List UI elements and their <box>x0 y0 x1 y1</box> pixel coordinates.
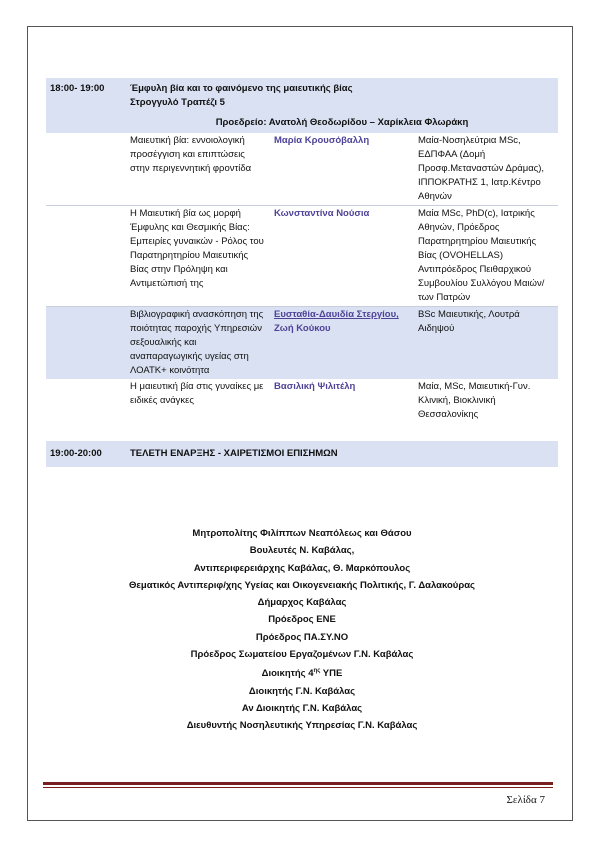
dignitary-line: Θεματικός Αντιπεριφ/χης Υγείας και Οικογενειακής Πολιτικής, Γ. Δαλακούρας <box>128 579 475 591</box>
talk-topic: Η Μαιευτική βία ως μορφή Έμφυλης και Θεσμικής Βίας: Εμπειρίες γυναικών - Ρόλος του Παρατηρητηρίου Μαιευτικής Βίας στην Πρόληψη και Αντιμετώπισή της <box>126 206 270 307</box>
dignitary-line: Πρόεδρος ΕΝΕ <box>268 614 336 626</box>
dignitary-line: Πρόεδρος ΠΑ.ΣΥ.ΝΟ <box>255 631 349 643</box>
session-header-row <box>46 78 558 113</box>
footer-rule <box>43 782 553 785</box>
dignitary-line: Αντιπεριφερειάρχης Καβάλας, Θ. Μαρκόπουλος <box>193 562 411 574</box>
opening-ceremony-row <box>46 441 558 467</box>
dignitary-line: Μητροπολίτης Φιλίππων Νεαπόλεως και Θάσου <box>192 528 412 539</box>
talk-speaker: Κωνσταντίνα Νούσια <box>270 206 414 307</box>
talk-row <box>46 379 558 423</box>
dignitary-line: Αν Διοικητής Γ.Ν. Καβάλας <box>241 703 363 715</box>
session-subtitle: Στρογγυλό Τραπέζι 5 <box>130 97 225 108</box>
session-chairs-row <box>46 113 558 133</box>
session-title-cell <box>126 78 558 113</box>
dignitaries-list <box>46 525 558 735</box>
speaker-link[interactable]: Ευσταθία-Δαυιδία Στεργίου, <box>274 309 399 320</box>
dignitary-line: Πρόεδρος Σωματείου Εργαζομένων Γ.Ν. Καβάλας <box>190 649 414 661</box>
dignitary-line: Βουλευτές Ν. Καβάλας, <box>249 545 355 557</box>
dignitary-line: Δήμαρχος Καβάλας <box>257 597 347 609</box>
talk-speaker: Βασιλική Ψιλιτέλη <box>274 381 356 392</box>
talk-row <box>46 307 558 380</box>
talk-topic: Η μαιευτική βία στις γυναίκες με ειδικές ανάγκες <box>130 381 264 406</box>
session-chairs: Προεδρείο: Ανατολή Θεοδωρίδου – Χαρίκλεια Φλωράκη <box>126 113 558 133</box>
dignitary-line: Διευθυντής Νοσηλευτικής Υπηρεσίας Γ.Ν. Καβάλας <box>186 720 418 732</box>
footer-rule <box>43 787 553 788</box>
session-time: 18:00- 19:00 <box>46 78 126 113</box>
talk-speakers <box>270 307 414 380</box>
talk-affiliation: Μαία-Νοσηλεύτρια MSc, ΕΔΠΦΑΑ (Δομή Προσφ.Μεταναστών Δράμας), ΙΠΠΟΚΡΑΤΗΣ 1, Ιατρ.Κέντρο Αθηνών <box>414 133 558 206</box>
schedule-table <box>46 78 558 467</box>
talk-affiliation: Μαία, MSc, Μαιευτική-Γυν. Κλινική, Βιοκλινική Θεσσαλονίκης <box>418 381 531 420</box>
talk-affiliation: BSc Μαιευτικής, Λουτρά Αιδηψού <box>414 307 558 380</box>
opening-time: 19:00-20:00 <box>46 441 126 467</box>
dignitary-line: Διοικητής Γ.Ν. Καβάλας <box>248 685 356 697</box>
talk-row <box>46 133 558 206</box>
talk-topic: Βιβλιογραφική ανασκόπηση της ποιότητας παροχής Υπηρεσιών σεξουαλικής και αναπαραγωγικής υγείας στη ΛΟΑΤΚ+ κοινότητα <box>126 307 270 380</box>
talk-row <box>46 206 558 307</box>
talk-speaker: Μαρία Κρουσόβαλλη <box>270 133 414 206</box>
session-title: Έμφυλη βία και το φαινόμενο της μαιευτικής βίας <box>130 83 353 94</box>
opening-title: ΤΕΛΕΤΗ ΕΝΑΡΞΗΣ - ΧΑΙΡΕΤΙΣΜΟΙ ΕΠΙΣΗΜΩΝ <box>126 441 558 467</box>
talk-affiliation: Μαία MSc, PhD(c), Ιατρικής Αθηνών, Πρόεδρος Παρατηρητηρίου Μαιευτικής Βίας (OVOHELLAS) Αντιπρόεδρος Πειθαρχικού Συμβουλίου Συλλόγου Μαιών/των Πατρών <box>414 206 558 307</box>
dignitary-line: Διοικητής $4^{\eta\varsigma}$ ΥΠΕ <box>261 668 343 680</box>
talk-topic: Μαιευτική βία: εννοιολογική προσέγγιση και επιπτώσεις στην περιγεννητική φροντίδα <box>126 133 270 206</box>
page-number: Σελίδα 7 <box>506 794 545 806</box>
talk-speaker: Ζωή Κούκου <box>274 323 331 334</box>
